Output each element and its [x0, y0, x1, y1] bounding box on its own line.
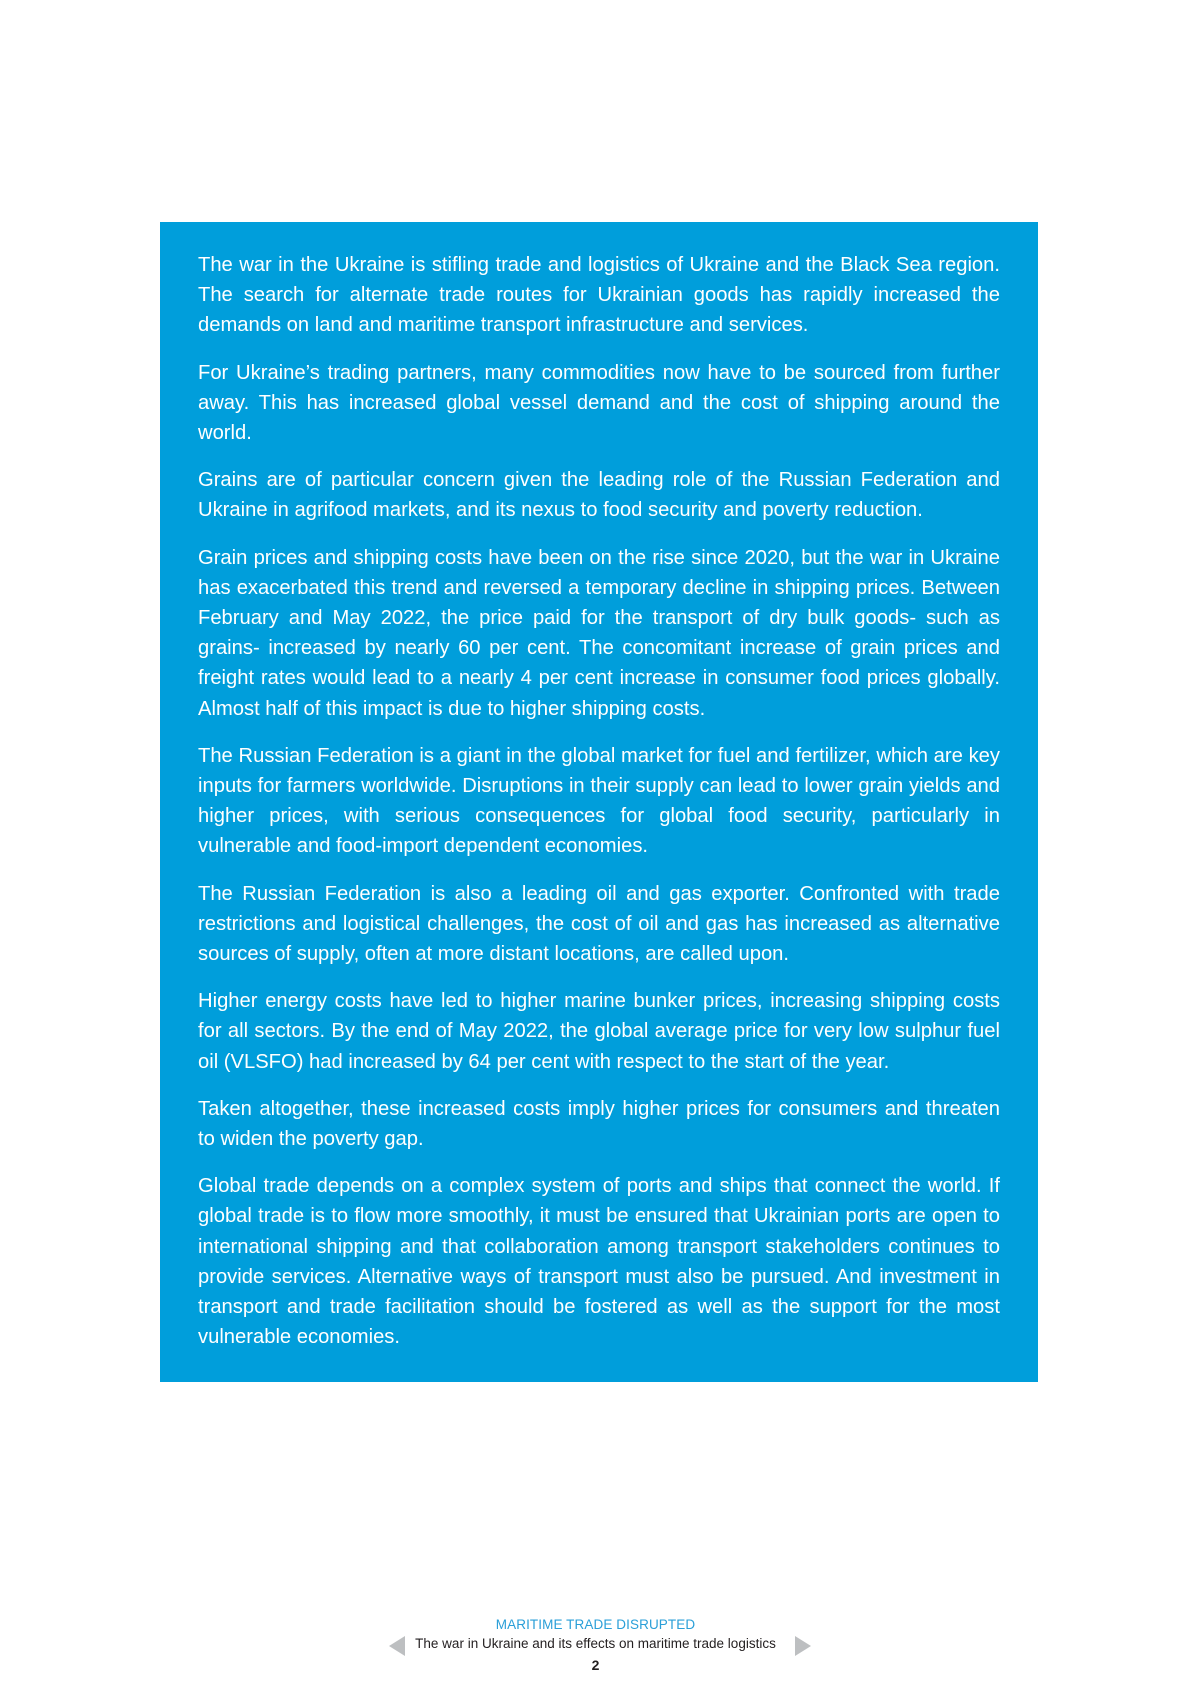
summary-box	[160, 222, 1038, 1382]
footer-title: MARITIME TRADE DISRUPTED	[495, 1617, 696, 1632]
paragraph-9: Global trade depends on a complex system of ports and ships that connect the world. If global trade is to flow more smoothly, it must be ensured that Ukrainian ports are open to international shipping and that collaboration among transport stakeholders continues to provide services. Alternative ways of transport must also be pursued. And investment in transport and trade facilitation should be fostered as well as the support for the most vulnerable economies.	[198, 1175, 1000, 1349]
page-footer	[0, 1616, 1191, 1675]
footer-nav-row	[0, 1634, 1191, 1654]
paragraph-1: The war in the Ukraine is stifling trade and logistics of Ukraine and the Black Sea region. The search for alternate trade routes for Ukrainian goods has rapidly increased the demands on land and maritime transport infrastructure and services.	[198, 254, 1000, 337]
paragraph-5: The Russian Federation is a giant in the global market for fuel and fertilizer, which are key inputs for farmers worldwide. Disruptions in their supply can lead to lower grain yields and higher prices, with serious consequences for global food security, particularly in vulnerable and food-import dependent economies.	[198, 744, 1000, 858]
triangle-left-icon[interactable]	[389, 1636, 405, 1656]
footer-subtitle: The war in Ukraine and its effects on maritime trade logistics	[415, 1636, 776, 1651]
paragraph-8: Taken altogether, these increased costs imply higher prices for consumers and threaten to widen the poverty gap.	[198, 1097, 1000, 1151]
paragraph-4: Grain prices and shipping costs have been on the rise since 2020, but the war in Ukraine has exacerbated this trend and reversed a temporary decline in shipping prices. Between February and May 2022, the price paid for the transport of dry bulk goods- such as grains- increased by nearly 60 per cent. The concomitant increase of grain prices and freight rates would lead to a nearly 4 per cent increase in consumer food prices globally. Almost half of this impact is due to higher shipping costs.	[198, 546, 1000, 720]
paragraph-7: Higher energy costs have led to higher marine bunker prices, increasing shipping costs for all sectors. By the end of May 2022, the global average price for very low sulphur fuel oil (VLSFO) had increased by 64 per cent with respect to the start of the year.	[198, 990, 1000, 1073]
triangle-right-icon[interactable]	[795, 1636, 811, 1656]
page-number: 2	[591, 1657, 600, 1673]
paragraph-6: The Russian Federation is also a leading oil and gas exporter. Confronted with trade restrictions and logistical challenges, the cost of oil and gas has increased as alternative sources of supply, often at more distant locations, are called upon.	[198, 882, 1000, 966]
paragraph-3: Grains are of particular concern given the leading role of the Russian Federation and Ukraine in agrifood markets, and its nexus to food security and poverty reduction.	[198, 469, 1000, 522]
paragraph-2: For Ukraine’s trading partners, many commodities now have to be sourced from further away. This has increased global vessel demand and the cost of shipping around the world.	[198, 361, 1000, 445]
